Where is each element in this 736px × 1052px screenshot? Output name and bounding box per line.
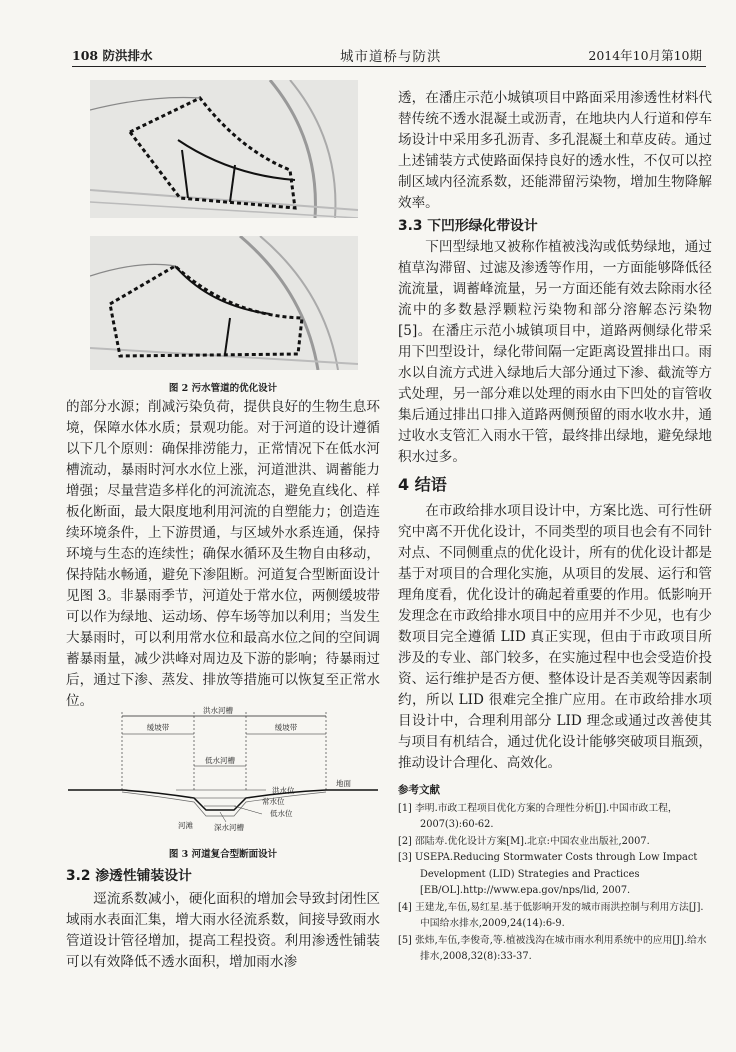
reference-item: [2] 邵陆寿.优化设计方案[M].北京:中国农业出版社,2007. [398, 835, 650, 847]
left-column-text [66, 397, 380, 712]
figure-2-bottom-map [90, 236, 358, 370]
references-heading: 参考文献 [398, 784, 440, 796]
label-flood-channel: 洪水河槽 [203, 706, 233, 715]
label-deep-channel: 深水河槽 [214, 823, 244, 832]
reference-item: [3] USEPA.Reducing Stormwater Costs through Low Impact Development (LID) Strategies and Practices [EB/OL].http://www.epa.gov/nps/lid, 2007. [398, 852, 698, 896]
label-low-level: 低水位 [270, 809, 293, 818]
reference-item: [5] 张炜,车伍,李俊奇,等.植被浅沟在城市雨水利用系统中的应用[J].给水排水,2008,32(8):33-37. [398, 934, 707, 962]
section-4-heading: 4 结语 [398, 475, 447, 494]
label-buffer-right: 缓坡带 [274, 723, 298, 732]
figure-2-caption: 图 2 污水管道的优化设计 [168, 383, 278, 394]
label-low-channel: 低水河槽 [205, 756, 235, 765]
paragraph: 透，在潘庄示范小城镇项目中路面采用渗透性材料代替传统不透水混凝土或沥青，在地块内人行道和停车场设计中采用多孔沥青、多孔混凝土和草皮砖。通过上述铺装方式使路面保持良好的透水性，不仅可以控制区域内径流系数，还能滞留污染物，增加生物降解效率。 [398, 90, 712, 211]
label-ground: 地面 [336, 779, 351, 788]
header-page-section: 108 防洪排水 [72, 48, 153, 63]
paragraph: 逕流系数减小，硬化面积的增加会导致封闭性区域雨水表面汇集，增大雨水径流系数，间接导致雨水管道设计管径增加，提高工程投资。利用渗透性铺装可以有效降低不透水面积，增加雨水渗 [66, 891, 380, 970]
paragraph: 下凹型绿地又被称作植被浅沟或低势绿地，通过植草沟滞留、过滤及渗透等作用，一方面能够降低径流流量，调蓄峰流量，另一方面还能有效去除雨水径流中的多数悬浮颗粒污染物和部分溶解态污染物[5]。在潘庄示范小城镇项目中，道路两侧绿化带采用下凹型设计，绿化带间隔一定距离设置排出口。雨水以自流方式进入绿地后大部分通过下渗、截流等方式处理，另一部分难以处理的雨水由下凹处的盲管收集后通过排出口排入道路两侧预留的雨水收水井，通过收水支管汇入雨水干管，最终排出绿地，避免绿地积水过多。 [398, 239, 712, 465]
figure-3-caption: 图 3 河道复合型断面设计 [168, 849, 278, 860]
section-3-2-heading: 3.2 渗透性铺装设计 [66, 868, 192, 884]
section-3-3-heading: 3.3 下凹形绿化带设计 [398, 218, 538, 234]
running-header [72, 44, 706, 67]
left-column-section-32 [66, 866, 380, 973]
right-column-text [398, 88, 712, 774]
paragraph: 的部分水源；削减污染负荷，提供良好的生物生息环境，保障水体水质；景观功能。对于河道的设计遵循以下几个原则：确保排涝能力，正常情况下在低水河槽流动，暴雨时河水水位上涨，河道泄洪、调蓄能力增强；尽量营造多样化的河流流态，避免直线化、样板化断面，最大限度地利用河流的自塑能力；创造连续环境条件，上下游贯通，与区域外水系连通，保持环境与生态的连续性；确保水循环及生物自由移动，保持陆水畅通，避免下渗阻断。河道复合型断面设计见图 3。非暴雨季节，河道处于常水位，两侧缓坡带可以作为绿地、运动场、停车场等加以利用；当发生大暴雨时，可以利用常水位和最高水位之间的空间调蓄暴雨量，减少洪峰对周边及下游的影响；待暴雨过后，通过下渗、蒸发、排放等措施可以恢复至正常水位。 [66, 399, 380, 709]
references-section [398, 782, 712, 966]
reference-item: [1] 李明.市政工程项目优化方案的合理性分析[J].中国市政工程，2007(3):60-62. [398, 802, 678, 830]
figure-3-river-section [66, 706, 380, 844]
header-journal-title: 城市道桥与防洪 [340, 49, 442, 65]
figure-2-top-map [90, 80, 358, 218]
header-issue: 2014年10月第10期 [588, 48, 702, 63]
paragraph: 在市政给排水项目设计中，方案比选、可行性研究中离不开优化设计，不同类型的项目也会有不同针对点、不同侧重点的优化设计，所有的优化设计都是基于对项目的合理化实施，从项目的发展、运行和管理角度看，优化设计的确起着重要的作用。低影响开发理念在市政给排水项目中的应用并不少见，也有少数项目完全遵循 LID 真正实现，但由于市政项目所涉及的专业、部门较多，在实施过程中也会受造价投资、运行维护是否方便、整体设计是否美观等因素制约，所以 LID 很难完全推广应用。在市政给排水项目设计中，合理利用部分 LID 理念或通过改善使其与项目有机结合，通过优化设计能够突破项目瓶颈，推动设计合理化、高效化。 [398, 503, 712, 771]
label-normal-level: 常水位 [262, 797, 285, 806]
label-buffer-left: 缓坡带 [146, 723, 170, 732]
label-riverbank: 河滩 [178, 821, 193, 830]
reference-item: [4] 王建龙,车伍,易红星.基于低影响开发的城市雨洪控制与利用方法[J].中国给水排水,2009,24(14):6-9. [398, 901, 704, 929]
label-flood-level: 洪水位 [272, 786, 295, 795]
